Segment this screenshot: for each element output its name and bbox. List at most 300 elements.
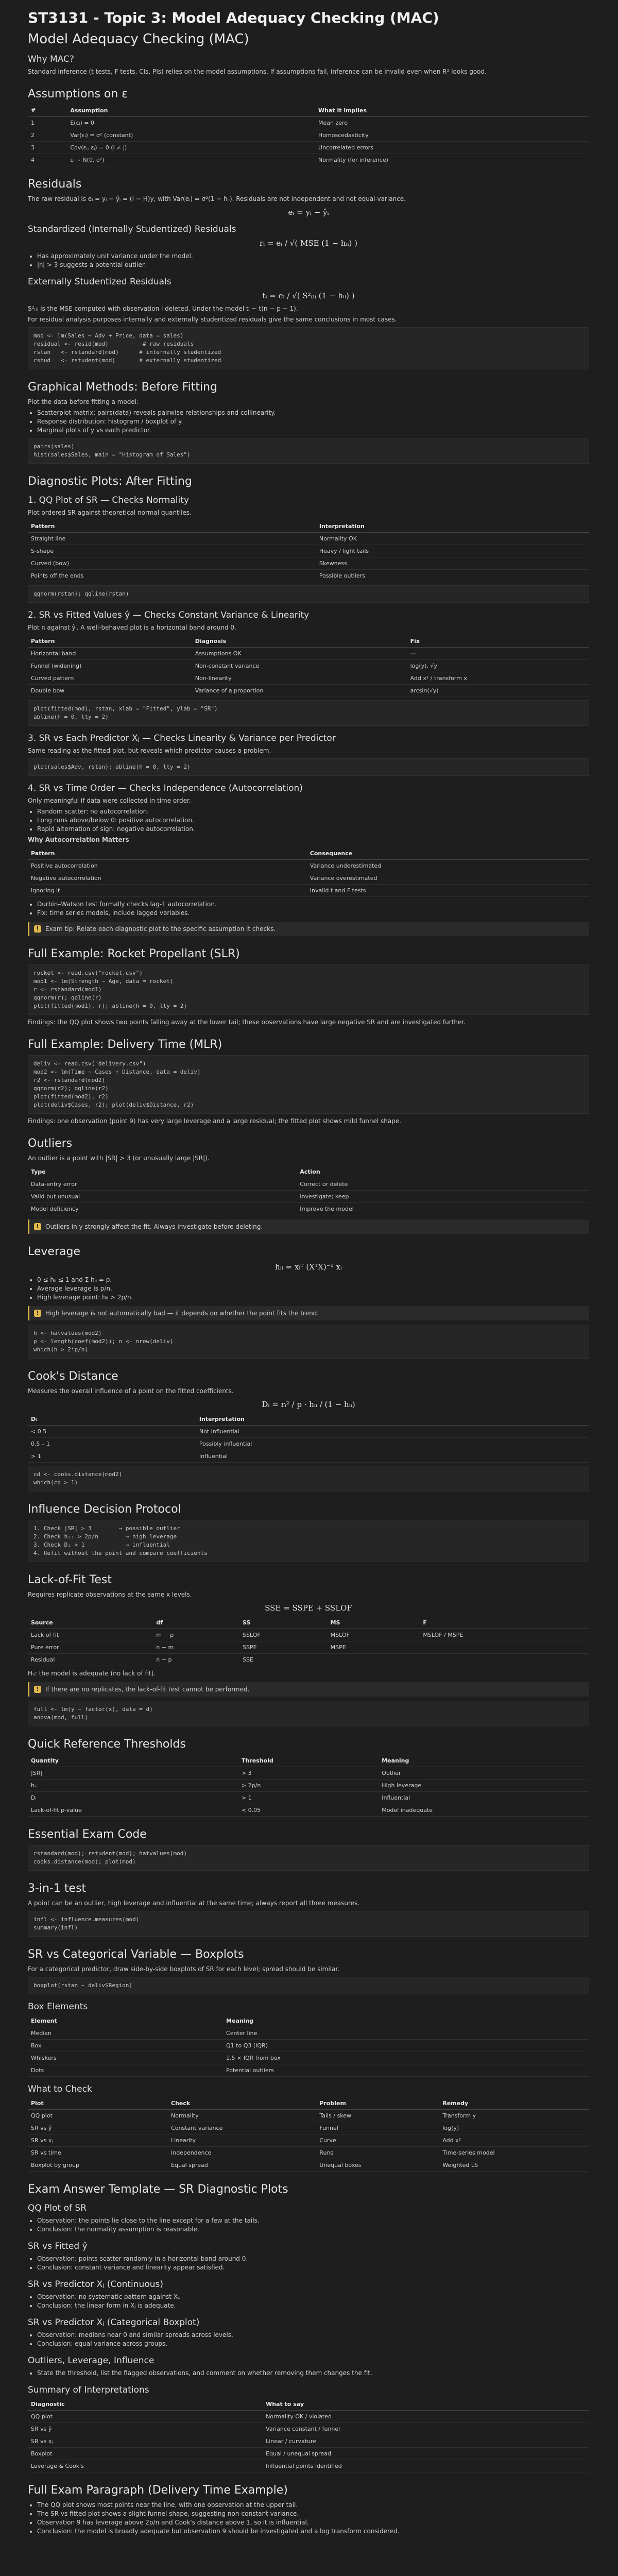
table-cell: Boxplot [28,2448,263,2460]
table-header: Dᵢ [28,1413,196,1426]
table-row [28,860,589,872]
callout [28,922,589,936]
fitted-table [28,635,589,697]
essential-code-heading: Essential Exam Code [28,1828,147,1841]
table-cell: Unequal boxes [316,2159,439,2172]
table-cell: Uncorrelated errors [315,142,589,154]
cooks-paragraph: Measures the overall influence of a point on the fitted coefficients. [28,1387,234,1395]
answer-qq-bullets [37,2216,589,2234]
table-cell: Model inadequate [379,1804,589,1817]
fitted-paragraph: Plot rᵢ against ŷᵢ. A well-behaved plot is a horizontal band around 0. [28,624,236,631]
leverage-bullets [37,1276,589,1302]
table-header: Diagnostic [28,2398,263,2411]
final-bullets [37,2501,589,2536]
table-row [28,672,589,685]
assumptions-heading: Assumptions on ε [28,88,128,100]
table-header: What to say [263,2398,589,2411]
table-cell: E(εᵢ) = 0 [67,117,315,129]
table-cell: Boxplot by group [28,2159,168,2172]
predictor-heading: 3. SR vs Each Predictor Xⱼ — Checks Linearity & Variance per Predictor [28,733,336,743]
box-elements-heading: Box Elements [28,2002,88,2012]
studentized-heading: Standardized (Internally Studentized) Residuals [28,224,236,234]
table-cell: Ignoring it [28,885,307,897]
table-cell: Variance underestimated [307,860,589,872]
why-heading: Why MAC? [28,54,74,64]
time-bullets [37,807,589,834]
table-cell: > 1 [238,1792,379,1804]
list-item: • Conclusion: the linear form in Xⱼ is adequate. [37,2301,589,2310]
table-row [28,648,589,660]
table-header: Meaning [223,2015,589,2027]
table-header: Check [168,2097,316,2110]
table-cell: log(y) [439,2122,589,2134]
table-header: Problem [316,2097,439,2110]
table-cell: 1 [28,117,67,129]
table-cell: Potential outliers [223,2064,589,2077]
table-cell: Funnel (widening) [28,660,192,672]
table-cell: < 0.05 [238,1804,379,1817]
table-row [28,1178,589,1191]
table-row [28,545,589,557]
table-cell: High leverage [379,1780,589,1792]
table-cell: Add x² [439,2134,589,2147]
external-heading: Externally Studentized Residuals [28,277,171,287]
table-cell: SR vs xⱼ [28,2435,263,2448]
document-subtitle: Model Adequacy Checking (MAC) [28,31,249,47]
table-header: Source [28,1617,153,1629]
table-row [28,1191,589,1203]
table-cell: Straight line [28,533,316,545]
table-header: Meaning [379,1755,589,1767]
summary-table [28,2398,589,2472]
answer-fitted-bullets [37,2255,589,2272]
table-cell: Pure error [28,1641,153,1654]
outliers-table [28,1166,589,1215]
table-cell: Var(εᵢ) = σ² (constant) [67,129,315,142]
table-header: Diagnosis [192,635,407,648]
graphical-bullets [37,409,589,435]
table-cell: Tails / skew [316,2110,439,2122]
categorical-paragraph: For a categorical predictor, draw side-by-side boxplots of SR for each level; spread should be similar. [28,1965,340,1973]
final-heading: Full Exam Paragraph (Delivery Time Example) [28,2484,288,2497]
table-row [28,117,589,129]
table-cell: Residual [28,1654,153,1666]
code-block: plot(sales$Adv, rstan); abline(h = 0, lty = 2) [28,758,589,776]
table-cell: Linear / curvature [263,2435,589,2448]
table-row [28,2423,589,2435]
table-header: Interpretation [196,1413,589,1426]
table-cell: Homoscedasticity [315,129,589,142]
leverage-formula: hᵢᵢ = xᵢᵀ (XᵀX)⁻¹ xᵢ [275,1262,342,1272]
table-cell: 0.5 – 1 [28,1438,196,1450]
influence-heading: Influence Decision Protocol [28,1503,181,1516]
time-paragraph: Only meaningful if data were collected in time order. [28,797,191,804]
table-cell: |SR| [28,1767,238,1780]
table-cell: Mean zero [315,117,589,129]
table-cell: Non-linearity [192,672,407,685]
table-cell: Horizontal band [28,648,192,660]
table-row [28,872,589,885]
table-row [28,1641,589,1654]
studentized-bullets [37,252,589,269]
table-row [28,154,589,166]
table-cell [420,1641,589,1654]
table-cell: > 2p/n [238,1780,379,1792]
box-elements-table [28,2015,589,2077]
external-paragraph-2: For residual analysis purposes internally and externally studentized residuals give the same conclusions in most cases. [28,316,397,323]
table-row [28,1426,589,1438]
lof-formula: SSE = SSPE + SSLOF [265,1603,352,1613]
table-cell: log(y), √y [407,660,589,672]
list-item: • High leverage point: hᵢᵢ > 2p/n. [37,1293,589,1302]
lof-table [28,1617,589,1666]
table-cell: n − m [153,1641,239,1654]
table-cell: Heavy / light tails [316,545,589,557]
list-item: • Conclusion: the normality assumption is reasonable. [37,2225,589,2234]
table-cell: Variance constant / funnel [263,2423,589,2435]
table-cell: Skewness [316,557,589,570]
external-formula: tᵢ = eᵢ / √( S²₍ᵢ₎ (1 − hᵢᵢ) ) [262,291,355,300]
table-cell [328,1654,420,1666]
table-cell: SSE [239,1654,328,1666]
studentized-formula: rᵢ = eᵢ / √( MSE (1 − hᵢᵢ) ) [260,239,357,248]
table-row [28,1654,589,1666]
table-cell: Q1 to Q3 (IQR) [223,2040,589,2052]
list-item: • Observation: points scatter randomly in a horizontal band around 0. [37,2255,589,2263]
table-row [28,129,589,142]
table-header: F [420,1617,589,1629]
table-cell: Curved pattern [28,672,192,685]
document-title: ST3131 - Topic 3: Model Adequacy Checking (MAC) [28,9,439,26]
table-row [28,1438,589,1450]
table-cell: Valid but unusual [28,1191,297,1203]
table-row [28,2411,589,2423]
table-cell: Influential points identified [263,2460,589,2472]
code-block: qqnorm(rstan); qqline(rstan) [28,585,589,603]
list-item: • 0 ≤ hᵢᵢ ≤ 1 and Σ hᵢᵢ = p. [37,1276,589,1284]
table-cell: — [407,648,589,660]
code-block: infl <- influence.measures(mod) summary(infl) [28,1911,589,1937]
table-cell: Leverage & Cook's [28,2460,263,2472]
table-row [28,2448,589,2460]
table-cell: Outlier [379,1767,589,1780]
table-cell: Double bow [28,685,192,697]
table-row [28,2064,589,2077]
callout [28,1682,589,1697]
fitted-heading: 2. SR vs Fitted Values ŷ — Checks Constant Variance & Linearity [28,610,310,620]
code-block: mod <- lm(Sales ~ Adv + Price, data = sales) residual <- resid(mod) # raw residuals rstan <- rstandard(mod) # internally studentized rstud <- rstudent(mod) # externally studentized [28,327,589,369]
qq-table [28,520,589,582]
table-cell: Possibly influential [196,1438,589,1450]
table-row [28,1629,589,1641]
code-block: rstandard(mod); rstudent(mod); hatvalues(mod) cooks.distance(mod); plot(mod) [28,1845,589,1871]
table-header: What it implies [315,105,589,117]
table-cell: Correct or delete [297,1178,589,1191]
table-cell: Weighted LS [439,2159,589,2172]
list-item: • Scatterplot matrix: pairs(data) reveals pairwise relationships and collinearity. [37,409,589,417]
list-item: • The SR vs fitted plot shows a slight funnel shape, suggesting non-constant variance. [37,2510,589,2518]
table-row [28,2122,589,2134]
table-cell: Lack of fit [28,1629,153,1641]
table-cell: Non-constant variance [192,660,407,672]
list-item: • Average leverage is p/n. [37,1284,589,1293]
code-block: deliv <- read.csv("delivery.csv") mod2 <- lm(Time ~ Cases + Distance, data = deliv) r2 <- rstandard(mod2) qqnorm(r2); qqline(r2) plot(fitted(mod2), r2) plot(deliv$Cases, r2); plot(deliv$Distance, r2) [28,1055,589,1114]
table-cell: Assumptions OK [192,648,407,660]
table-cell: Normality OK [316,533,589,545]
table-row [28,1804,589,1817]
table-header: SS [239,1617,328,1629]
table-header: Element [28,2015,223,2027]
callout-text: Outliers in y strongly affect the fit. Always investigate before deleting. [45,1223,263,1230]
list-item: • Rapid alternation of sign: negative autocorrelation. [37,825,589,834]
table-cell: Normality (for inference) [315,154,589,166]
callout-text: Exam tip: Relate each diagnostic plot to the specific assumption it checks. [45,925,276,933]
diagnostic-heading: Diagnostic Plots: After Fitting [28,475,192,488]
lof-paragraph-2: H₀: the model is adequate (no lack of fit). [28,1670,156,1677]
table-row [28,2159,589,2172]
table-header: Consequence [307,848,589,860]
three-in-one-paragraph: A point can be an outlier, high leverage and influential at the same time; always report all three measures. [28,1900,360,1907]
cooks-heading: Cook's Distance [28,1370,118,1383]
list-item: • Long runs above/below 0: positive autocorrelation. [37,816,589,825]
table-cell: hᵢᵢ [28,1780,238,1792]
cooks-table [28,1413,589,1463]
table-cell: Median [28,2027,223,2040]
table-row [28,1450,589,1463]
answer-outliers-heading: Outliers, Leverage, Influence [28,2355,154,2366]
time-bullets-2 [37,900,589,918]
table-cell: Influential [196,1450,589,1463]
lof-heading: Lack-of-Fit Test [28,1573,112,1586]
table-header: MS [328,1617,420,1629]
table-row [28,1780,589,1792]
lof-paragraph: Requires replicate observations at the same x levels. [28,1591,192,1598]
table-header: Action [297,1166,589,1178]
answer-categorical-bullets [37,2331,589,2348]
leverage-heading: Leverage [28,1245,80,1258]
table-cell: QQ plot [28,2411,263,2423]
table-header: Interpretation [316,520,589,533]
table-row [28,142,589,154]
table-cell: Equal / unequal spread [263,2448,589,2460]
table-cell: εᵢ ~ N(0, σ²) [67,154,315,166]
table-cell: SR vs xⱼ [28,2134,168,2147]
why-paragraph: Standard inference (t tests, F tests, CIs, PIs) relies on the model assumptions. If assumptions fail, inference can be invalid even when R² looks good. [28,68,487,75]
table-cell: m − p [153,1629,239,1641]
list-item: • Fix: time series models, include lagged variables. [37,909,589,918]
code-block: plot(fitted(mod), rstan, xlab = "Fitted", ylab = "SR") abline(h = 0, lty = 2) [28,700,589,726]
graphical-heading: Graphical Methods: Before Fitting [28,381,218,394]
table-header: Quantity [28,1755,238,1767]
table-cell: Cov(εᵢ, εⱼ) = 0 (i ≠ j) [67,142,315,154]
list-item: • Conclusion: constant variance and linearity appear satisfied. [37,2263,589,2272]
warning-icon: ! [34,1223,41,1230]
table-row [28,1767,589,1780]
table-row [28,2110,589,2122]
table-cell: Funnel [316,2122,439,2134]
table-row [28,2052,589,2064]
outliers-paragraph: An outlier is a point with |SR| > 3 (or unusually large |SR|). [28,1155,210,1162]
table-cell: n − p [153,1654,239,1666]
what-to-check-table [28,2097,589,2172]
table-header: Pattern [28,520,316,533]
table-cell: 4 [28,154,67,166]
table-header: Pattern [28,848,307,860]
document-content [28,0,589,2538]
table-cell: Add x² / transform x [407,672,589,685]
rocket-heading: Full Example: Rocket Propellant (SLR) [28,947,240,960]
delivery-heading: Full Example: Delivery Time (MLR) [28,1038,222,1051]
table-cell: Lack-of-fit p-value [28,1804,238,1817]
table-cell: Equal spread [168,2159,316,2172]
list-item: • Conclusion: the model is broadly adequate but observation 9 should be investigated and a log transform considered. [37,2527,589,2536]
table-header: Plot [28,2097,168,2110]
table-cell: Time-series model [439,2147,589,2159]
table-cell: Data-entry error [28,1178,297,1191]
table-cell: > 1 [28,1450,196,1463]
table-header: Type [28,1166,297,1178]
table-cell: Dots [28,2064,223,2077]
answer-categorical-heading: SR vs Predictor Xⱼ (Categorical Boxplot) [28,2317,200,2328]
table-cell: S-shape [28,545,316,557]
table-cell: SR vs time [28,2147,168,2159]
table-row [28,557,589,570]
outliers-heading: Outliers [28,1137,73,1150]
predictor-paragraph: Same reading as the fitted plot, but reveals which predictor causes a problem. [28,747,271,754]
table-cell: arcsin(√y) [407,685,589,697]
code-block: cd <- cooks.distance(mod2) which(cd > 1) [28,1466,589,1492]
table-cell: Model deficiency [28,1203,297,1215]
table-cell: SSLOF [239,1629,328,1641]
list-item: • Marginal plots of y vs each predictor. [37,426,589,435]
table-row [28,660,589,672]
assumptions-table [28,105,589,166]
table-cell: Invalid t and F tests [307,885,589,897]
rocket-paragraph: Findings: the QQ plot shows two points falling away at the lower tail; these observations have large negative SR and are investigated further. [28,1019,466,1026]
table-cell: 3 [28,142,67,154]
table-row [28,1203,589,1215]
table-cell: Not influential [196,1426,589,1438]
table-cell: SSPE [239,1641,328,1654]
table-cell: Independence [168,2147,316,2159]
table-row [28,1792,589,1804]
code-block: 1. Check |SR| > 3 → possible outlier 2. Check hᵢᵢ > 2p/n → high leverage 3. Check Dᵢ > 1 → influential 4. Refit without the point and compare coefficients [28,1520,589,1562]
code-block: h <- hatvalues(mod2) p <- length(coef(mod2)); n <- nrow(deliv) which(h > 2*p/n) [28,1325,589,1359]
warning-icon: ! [34,925,41,933]
table-cell: Possible outliers [316,570,589,582]
table-cell: 2 [28,129,67,142]
answer-template-heading: Exam Answer Template — SR Diagnostic Plots [28,2183,288,2196]
table-header: Remedy [439,2097,589,2110]
thresholds-table [28,1755,589,1817]
table-cell: Improve the model [297,1203,589,1215]
callout [28,1219,589,1234]
external-paragraph: S²₍ᵢ₎ is the MSE computed with observation i deleted. Under the model tᵢ ~ t(n − p − 1). [28,305,298,312]
thresholds-heading: Quick Reference Thresholds [28,1738,186,1751]
answer-fitted-heading: SR vs Fitted ŷ [28,2241,88,2251]
list-item: • The QQ plot shows most points near the line, with one observation at the upper tail. [37,2501,589,2510]
code-block: pairs(sales) hist(sales$Sales, main = "Histogram of Sales") [28,438,589,464]
list-item: • |rᵢ| > 3 suggests a potential outlier. [37,261,589,269]
summary-heading: Summary of Interpretations [28,2385,149,2395]
list-item: • Response distribution: histogram / boxplot of y. [37,417,589,426]
delivery-paragraph: Findings: one observation (point 9) has very large leverage and a large residual; the fitted plot shows mild funnel shape. [28,1117,402,1125]
code-block: rocket <- read.csv("rocket.csv") mod1 <- lm(Strength ~ Age, data = rocket) r <- rstandard(mod1) qqnorm(r); qqline(r) plot(fitted(mod1), r); abline(h = 0, lty = 2) [28,964,589,1015]
table-row [28,2134,589,2147]
table-cell [420,1654,589,1666]
cooks-formula: Dᵢ = rᵢ² / p · hᵢᵢ / (1 − hᵢᵢ) [262,1400,355,1409]
table-cell: Runs [316,2147,439,2159]
residual-formula: eᵢ = yᵢ − ŷᵢ [288,208,329,217]
table-cell: Influential [379,1792,589,1804]
table-header: Threshold [238,1755,379,1767]
time-heading: 4. SR vs Time Order — Checks Independence (Autocorrelation) [28,783,303,793]
table-cell: Constant variance [168,2122,316,2134]
warning-icon: ! [34,1310,41,1317]
table-cell: Positive autocorrelation [28,860,307,872]
table-row [28,685,589,697]
list-item: • Observation: no systematic pattern against Xⱼ. [37,2293,589,2301]
list-item: • Has approximately unit variance under the model. [37,252,589,261]
answer-predictor-bullets [37,2293,589,2310]
table-row [28,2040,589,2052]
callout [28,1306,589,1320]
table-cell: > 3 [238,1767,379,1780]
list-item: • State the threshold, list the flagged observations, and comment on whether removing them changes the fit. [37,2369,589,2378]
table-header: Assumption [67,105,315,117]
table-cell: Normality OK / violated [263,2411,589,2423]
table-cell: Variance overestimated [307,872,589,885]
table-cell: Curved (bow) [28,557,316,570]
qq-paragraph: Plot ordered SR against theoretical normal quantiles. [28,509,192,516]
table-cell: Transform y [439,2110,589,2122]
list-item: • Observation: the points lie close to the line except for a few at the tails. [37,2216,589,2225]
table-cell: Linearity [168,2134,316,2147]
table-cell: Negative autocorrelation [28,872,307,885]
table-header: # [28,105,67,117]
table-cell: Investigate; keep [297,1191,589,1203]
table-cell: < 0.5 [28,1426,196,1438]
table-header: df [153,1617,239,1629]
list-item: • Observation 9 has leverage above 2p/n and Cook's distance above 1, so it is influential. [37,2518,589,2527]
table-row [28,533,589,545]
categorical-heading: SR vs Categorical Variable — Boxplots [28,1948,244,1961]
table-cell: Whiskers [28,2052,223,2064]
table-cell: 1.5 × IQR from box [223,2052,589,2064]
what-to-check-heading: What to Check [28,2084,92,2094]
callout-text: If there are no replicates, the lack-of-fit test cannot be performed. [45,1686,250,1693]
table-cell: SR vs ŷ [28,2423,263,2435]
list-item: • Durbin–Watson test formally checks lag-1 autocorrelation. [37,900,589,909]
residuals-heading: Residuals [28,178,82,191]
table-row [28,2027,589,2040]
table-cell: MSPE [328,1641,420,1654]
table-row [28,2147,589,2159]
residuals-paragraph: The raw residual is eᵢ = yᵢ − ŷᵢ = (I − H)y, with Var(eᵢ) = σ²(1 − hᵢᵢ). Residuals are not independent and not equal-variance. [28,195,406,202]
warning-icon: ! [34,1686,41,1693]
code-block: full <- lm(y ~ factor(x), data = d) anova(mod, full) [28,1701,589,1726]
time-subheading: Why Autocorrelation Matters [28,836,129,843]
time-table [28,848,589,897]
table-cell: MSLOF / MSPE [420,1629,589,1641]
three-in-one-heading: 3-in-1 test [28,1882,87,1895]
table-row [28,570,589,582]
table-row [28,2460,589,2472]
table-cell: QQ plot [28,2110,168,2122]
code-block: boxplot(rstan ~ deliv$Region) [28,1977,589,1994]
table-cell: MSLOF [328,1629,420,1641]
table-header: Fix [407,635,589,648]
